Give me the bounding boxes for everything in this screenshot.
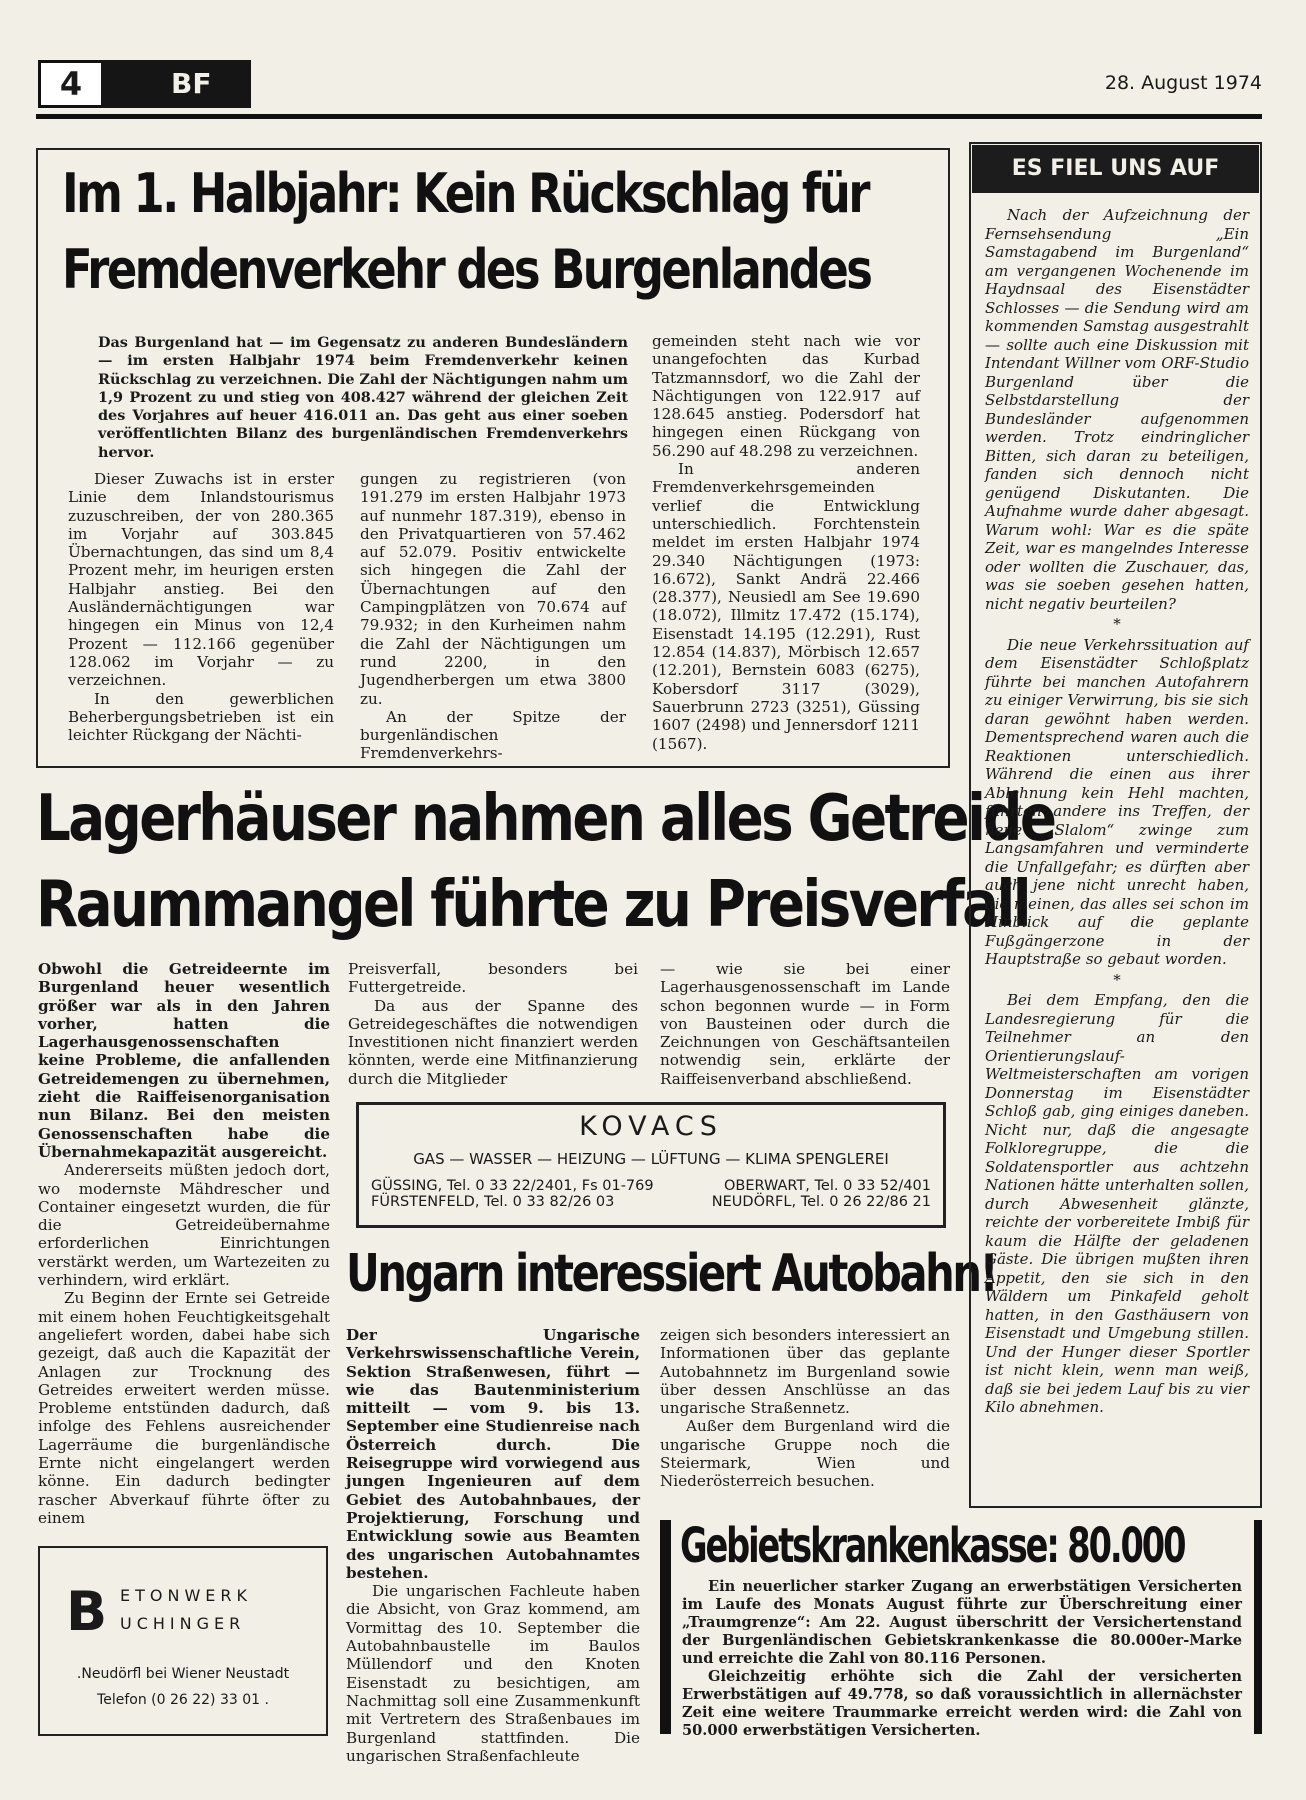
grain-headline-line1: Lagerhäuser nahmen alles Getreide: [36, 782, 1055, 856]
tourism-col3-p1: gemeinden steht nach wie vor unangefochten das Kurbad Tatzmannsdorf, wo die Zahl der Nächtigungen von 122.917 auf 128.645 anstieg. Podersdorf hat hingegen einen Rückgang von 56.290 auf 48.298 zu verzeichnen.: [652, 332, 920, 460]
betonwerk-line1: ETONWERK: [120, 1586, 252, 1605]
autobahn-col1-p1: Die ungarischen Fachleute haben die Absicht, von Graz kommend, am Vormittag des 10. September die Autobahnbaustelle im Baulos Müllendorf und den Knoten Eisenstadt zu besichtigen, am Nachmittag soll eine Zusammenkunft mit Vertretern des Straßenbaues im Burgenland stattfinden. Die ungarischen Straßenfachleute: [346, 1582, 640, 1765]
issue-date: 28. August 1974: [1104, 72, 1262, 94]
gkk-right-bar: [1254, 1520, 1262, 1734]
top-rule: [36, 114, 1262, 119]
betonwerk-line2: UCHINGER: [120, 1614, 246, 1633]
betonwerk-advertisement: [38, 1546, 328, 1736]
gkk-headline: Gebietskrankenkasse: 80.000: [680, 1518, 1185, 1574]
grain-col3-p1: — wie sie bei einer Lagerhausgenossenschaft im Lande schon begonnen wurde — in Form von Bausteinen oder durch die Zeichnungen von Geschäftsanteilen notwendig sein, erklärte der Raiffeisenverband abschließend.: [660, 960, 950, 1088]
sidebar-separator: *: [1113, 615, 1121, 633]
grain-lead: Obwohl die Getreideernte im Burgenland heuer wesentlich größer war als in den Jahren vorher, hatten die Lagerhausgenossenschaften keine Probleme, die anfallenden Getreidemengen zu übernehmen, zieht die Raiffeisenorganisation nun Bilanz. Bei den meisten Genossenschaften habe die Übernahmekapazität ausgereicht.: [38, 960, 330, 1161]
kovacs-loc-oberwart: OBERWART, Tel. 0 33 52/401: [723, 1178, 931, 1194]
kovacs-advertisement: [356, 1102, 946, 1228]
sidebar-text: [985, 206, 1249, 1419]
tourism-col1: [68, 470, 334, 744]
autobahn-col2-p1: zeigen sich besonders interessiert an Informationen über das geplante Autobahnnetz im Burgenland sowie über dessen Anschlüsse an das ungarische Straßennetz.: [660, 1326, 950, 1418]
autobahn-col2: [660, 1326, 950, 1491]
grain-col2-p1: Preisverfall, besonders bei Futtergetreide.: [348, 960, 638, 997]
tourism-col3-p2: In anderen Fremdenverkehrsgemeinden verlief die Entwicklung unterschiedlich. Forchtenstein meldet im ersten Halbjahr 1974 29.340 Nächtigungen (1973: 16.672), Sankt Andrä 22.466 (28.377), Neusiedl am See 19.690 (18.072), Illmitz 17.472 (15.174), Eisenstadt 14.195 (12.291), Rust 12.854 (14.837), Mörbisch 12.657 (12.201), Bernstein 6083 (6275), Kobersdorf 3117 (3029), Sauerbrunn 2723 (3251), Güssing 1607 (2498) und Jennersdorf 1211 (1567).: [652, 460, 920, 753]
tourism-col2-p1: gungen zu registrieren (von 191.279 im ersten Halbjahr 1973 auf nunmehr 187.319), ebenso in den Privatquartieren von 57.462 auf 52.079. Positiv entwickelte sich hingegen die Zahl der Übernachtungen auf den Campingplätzen von 70.674 auf 79.932; in den Kurheimen nahm die Zahl der Nächtigungen um rund 2200, in den Jugendherbergen um etwa 3800 zu.: [360, 470, 626, 708]
grain-col1: [38, 960, 330, 1527]
gkk-p2: Gleichzeitig erhöhte sich die Zahl der versicherten Erwerbstätigen auf 49.778, so daß voraussichtlich in allernächster Zeit eine weitere Traummarke erreicht werden wird: die Zahl von 50.000 erwerbstätigen Versicherten.: [682, 1668, 1242, 1739]
kovacs-loc-guessing: GÜSSING, Tel. 0 33 22/2401, Fs 01-769: [371, 1178, 654, 1194]
autobahn-col2-p2: Außer dem Burgenland wird die ungarische Gruppe noch die Steiermark, Wien und Niederösterreich besuchen.: [660, 1417, 950, 1491]
grain-headline-line2: Raummangel führte zu Preisverfall: [36, 868, 1029, 942]
tourism-col1-p1: Dieser Zuwachs ist in erster Linie dem Inlandstourismus zuzuschreiben, der von 280.365 im Vorjahr auf 303.845 Übernachtungen, das sind um 8,4 Prozent mehr, im heurigen ersten Halbjahr anstieg. Bei den Ausländernächtigungen war hingegen ein Minus von 12,4 Prozent — 112.166 gegenüber 128.062 im Vorjahr — zu verzeichnen.: [68, 470, 334, 690]
sidebar-separator: *: [1113, 970, 1121, 989]
tourism-col3: [652, 332, 920, 753]
tourism-lead: Das Burgenland hat — im Gegensatz zu anderen Bundesländern — im ersten Halbjahr 1974 beim Fremdenverkehr keinen Rückschlag zu verzeichnen. Die Zahl der Nächtigungen nahm um 1,9 Prozent zu und stieg von 408.427 während der gleichen Zeit des Vorjahres auf heuer 416.011 an. Das geht aus einer soeben veröffentlichten Bilanz des burgenländischen Fremdenverkehrs hervor.: [98, 334, 628, 461]
betonwerk-address: .Neudörfl bei Wiener Neustadt: [76, 1666, 290, 1682]
kovacs-name: KOVACS: [579, 1111, 723, 1142]
sidebar-item-3: Bei dem Empfang, den die Landesregierung für die Teilnehmer an den Orientierungslauf-Weltmeisterschaften am vorigen Donnerstag im Eisenstädter Schloß gab, ging einiges daneben. Nicht nur, daß die angesagte Folkloregruppe, die die Soldatensportler aus achtzehn Nationen hätte unterhalten sollen, durch Abwesenheit glänzte, reichte der vorbereitete Imbiß für kaum die Hälfte der geladenen Gäste. Die übrigen mußten ihren Appetit, den sie sich in den Wäldern um Pinkafeld geholt hatten, in den Gasthäusern von Eisenstadt und Umgebung stillen. Und der Hunger dieser Sportler ist nicht klein, wenn man weiß, daß sie bei jedem Lauf bis zu vier Kilo abnehmen.: [985, 991, 1249, 1416]
tourism-headline-line1: Im 1. Halbjahr: Kein Rückschlag für: [62, 162, 868, 225]
sidebar-title: ES FIEL UNS AUF: [972, 145, 1259, 193]
autobahn-lead: Der Ungarische Verkehrswissenschaftliche Verein, Sektion Straßenwesen, führt — wie das Bautenministerium mitteilt — vom 9. bis 13. September eine Studienreise nach Österreich durch. Die Reisegruppe wird vorwiegend aus jungen Ingenieuren auf dem Gebiet des Autobahnbaues, der Projektierung, Forschung und Entwicklung sowie aus Beamten des ungarischen Autobahnamtes bestehen.: [346, 1326, 640, 1582]
kovacs-trades: GAS — WASSER — HEIZUNG — LÜFTUNG — KLIMA SPENGLEREI: [413, 1150, 889, 1168]
tourism-headline-line2: Fremdenverkehr des Burgenlandes: [62, 238, 871, 301]
grain-col3: [660, 960, 950, 1088]
autobahn-col1: [346, 1326, 640, 1765]
page-number: 4: [38, 60, 104, 108]
gkk-body: [682, 1578, 1242, 1740]
section-tag: BF: [101, 60, 251, 108]
sidebar-item-1: Nach der Aufzeichnung der Fernsehsendung „Ein Samstagabend im Burgenland“ am vergangenen Wochenende im Haydnsaal des Eisenstädter Schlosses — die Sendung wird am kommenden Samstag ausgestrahlt — sollte auch eine Diskussion mit Intendant Willner vom ORF-Studio Burgenland über die Selbstdarstellung der Bundesländer aufgenommen werden. Trotz eindringlicher Bitten, sich daran zu beteiligen, fanden sich dennoch nicht genügend Diskutanten. Die Aufnahme wurde daher abgesagt. Warum wohl: War es die späte Zeit, war es mangelndes Interesse oder wollten die Zuschauer, das, was sie soeben gesehen hatten, nicht negativ beurteilen?: [985, 206, 1249, 613]
sidebar-item-2: Die neue Verkehrssituation auf dem Eisenstädter Schloßplatz führte bei manchen Autofahrern zu einiger Verwirrung, bis sie sich daran gewöhnt haben werden. Dementsprechend waren auch die Reaktionen unterschiedlich. Während die einen aus ihrer Ablehnung kein Hehl machten, führten andere ins Treffen, der neue „Slalom“ zwinge zum Langsamfahren und verminderte die Unfallgefahr; es dürften aber auch jene nicht unrecht haben, die meinen, das alles sei schon im Hinblick auf die geplante Fußgängerzone in der Hauptstraße so gebaut worden.: [985, 635, 1249, 968]
betonwerk-initial: B: [66, 1580, 108, 1643]
kovacs-loc-fuerstenfeld: FÜRSTENFELD, Tel. 0 33 82/26 03: [371, 1194, 615, 1210]
tourism-col1-p2: In den gewerblichen Beherbergungsbetrieben ist ein leichter Rückgang der Nächti-: [68, 689, 334, 745]
kovacs-loc-neudoerfl: NEUDÖRFL, Tel. 0 26 22/86 21: [711, 1194, 931, 1210]
grain-col1-p1: Andererseits müßten jedoch dort, wo modernste Mähdrescher und Container eingesetzt wurden, die für die Getreideübernahme erforderlichen Einrichtungen verstärkt werden, um Wartezeiten zu verhindern, wird erklärt.: [38, 1161, 330, 1290]
grain-col2: [348, 960, 638, 1088]
autobahn-headline: Ungarn interessiert Autobahn!: [346, 1244, 997, 1304]
tourism-col2-p2: An der Spitze der burgenländischen Fremdenverkehrs-: [360, 707, 626, 763]
grain-col1-p2: Zu Beginn der Ernte sei Getreide mit einem hohen Feuchtigkeitsgehalt angeliefert worden, dabei habe sich gezeigt, daß auch die Kapazität der Anlagen zur Trocknung des Getreides erweitert werden müsse. Probleme entstünden dadurch, daß infolge des Fehlens ausreichender Lagerräume die burgenländische Ernte nicht eingelangert werden könne. Ein dadurch bedingter rascher Abverkauf führte öfter zu einem: [38, 1289, 330, 1527]
betonwerk-phone: Telefon (0 26 22) 33 01 .: [97, 1692, 269, 1708]
gkk-left-bar: [660, 1520, 671, 1734]
grain-col2-p2: Da aus der Spanne des Getreidegeschäftes die notwendigen Investitionen nicht finanziert werden könnten, werde eine Mitfinanzierung durch die Mitglieder: [348, 996, 638, 1088]
tourism-col2: [360, 470, 626, 763]
gkk-p1: Ein neuerlicher starker Zugang an erwerbstätigen Versicherten im Laufe des Monats August führte zur Überschreitung einer „Traumgrenze“: Am 22. August überschritt der Versichertenstand der Burgenländischen Gebietskrankenkasse die 80.000er-Marke und erreichte die Zahl von 80.116 Personen.: [682, 1578, 1242, 1667]
